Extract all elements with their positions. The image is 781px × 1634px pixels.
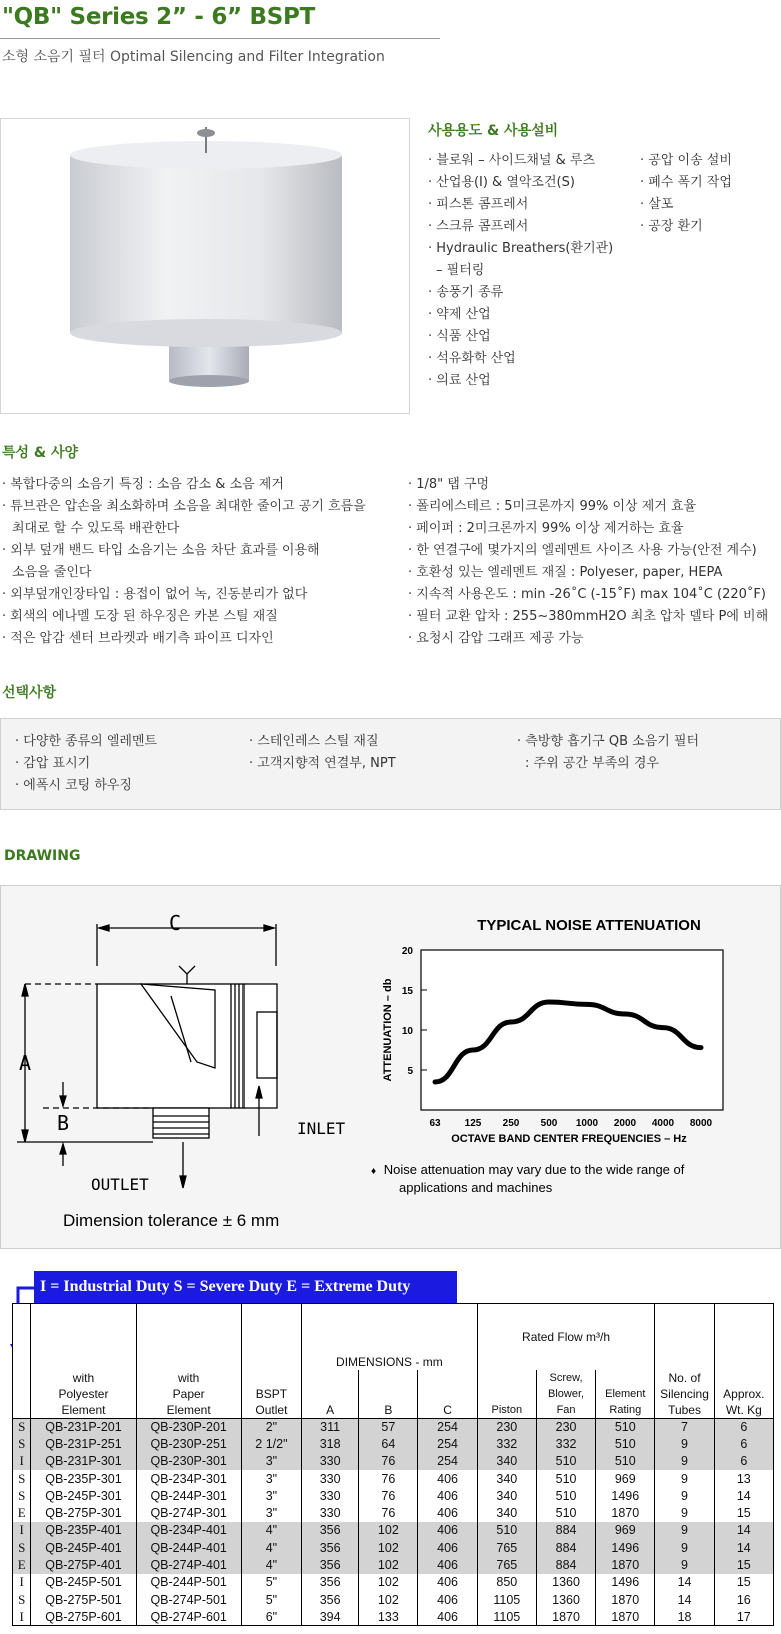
cell-dim-b: 76 (359, 1487, 418, 1504)
cell-bspt-outlet: 4" (241, 1556, 301, 1573)
cell-dim-b: 57 (359, 1418, 418, 1435)
feature-item: · 적은 압감 센터 브라켓과 배기측 파이프 디자인 (2, 631, 274, 646)
cell-polyester-model: QB-275P-501 (31, 1591, 136, 1608)
cell-weight-kg: 6 (714, 1453, 773, 1470)
cell-flow-element-rating: 1496 (596, 1487, 655, 1504)
cell-dim-a: 330 (302, 1470, 359, 1487)
y-tick-label: 10 (401, 1026, 413, 1037)
cell-paper-model: QB-244P-401 (136, 1539, 241, 1556)
table-row (13, 1539, 774, 1556)
table-row (13, 1522, 774, 1539)
usage-item: · 블로워 – 사이드채널 & 루츠 (428, 153, 596, 168)
cell-dim-b: 64 (359, 1435, 418, 1452)
chart-x-axis-label: OCTAVE BAND CENTER FREQUENCIES – Hz (451, 1133, 687, 1145)
feature-item: · 요청시 감압 그래프 제공 가능 (408, 631, 584, 646)
cell-duty-code: E (13, 1556, 31, 1573)
cell-dim-a: 356 (302, 1591, 359, 1608)
cell-polyester-model: QB-245P-401 (31, 1539, 136, 1556)
cell-paper-model: QB-230P-301 (136, 1453, 241, 1470)
cell-bspt-outlet: 3" (241, 1470, 301, 1487)
cell-paper-model: QB-274P-301 (136, 1504, 241, 1521)
cell-dim-c: 406 (418, 1574, 477, 1591)
cell-dim-c: 406 (418, 1522, 477, 1539)
usage-heading: 사용용도 & 사용설비 (428, 123, 559, 139)
cell-dim-c: 406 (418, 1556, 477, 1573)
cell-flow-element-rating: 1870 (596, 1608, 655, 1625)
option-item: · 다양한 종류의 엘레멘트 (15, 734, 158, 749)
cell-dim-a: 330 (302, 1504, 359, 1521)
cell-flow-screw-blower-fan: 884 (536, 1522, 595, 1539)
table-row (13, 1574, 774, 1591)
table-row (13, 1556, 774, 1573)
chart-title: TYPICAL NOISE ATTENUATION (477, 917, 701, 934)
cell-duty-code: S (13, 1487, 31, 1504)
cell-polyester-model: QB-231P-301 (31, 1453, 136, 1470)
usage-item: · Hydraulic Breathers(환기관) (428, 241, 614, 256)
table-row (13, 1504, 774, 1521)
cell-paper-model: QB-230P-251 (136, 1435, 241, 1452)
cell-flow-screw-blower-fan: 884 (536, 1539, 595, 1556)
features-heading: 특성 & 사양 (2, 445, 79, 461)
cell-dim-a: 356 (302, 1522, 359, 1539)
feature-item: 최대로 할 수 있도록 배관한다 (12, 521, 180, 536)
usage-item: · 공압 이송 설비 (640, 153, 732, 168)
feature-item: · 회색의 에나멜 도장 된 하우징은 카본 스틸 재질 (2, 609, 278, 624)
cell-flow-piston: 230 (477, 1418, 536, 1435)
feature-item: · 페이퍼 : 2미크론까지 99% 이상 제거하는 효율 (408, 521, 684, 536)
x-tick-label: 4000 (651, 1118, 675, 1129)
table-row (13, 1470, 774, 1487)
cell-paper-model: QB-230P-201 (136, 1418, 241, 1435)
usage-item: · 피스톤 콤프레서 (428, 197, 529, 212)
cell-dim-b: 76 (359, 1470, 418, 1487)
cell-bspt-outlet: 5" (241, 1574, 301, 1591)
y-tick-label: 15 (401, 986, 413, 997)
cell-dim-a: 330 (302, 1487, 359, 1504)
header-screw-blower-fan: Screw, Blower, Fan (536, 1370, 595, 1419)
note-line-2: applications and machines (399, 1180, 553, 1195)
cell-duty-code: I (13, 1574, 31, 1591)
feature-item: · 외부덮개인장타입 : 용접이 없어 녹, 진동분리가 없다 (2, 587, 308, 602)
title-divider (0, 38, 440, 39)
chart-plot-area (421, 950, 723, 1110)
option-item: : 주위 공간 부족의 경우 (525, 756, 659, 771)
cell-weight-kg: 14 (714, 1539, 773, 1556)
cell-dim-c: 254 (418, 1453, 477, 1470)
option-item: · 측방향 흡기구 QB 소음기 필터 (517, 734, 700, 749)
header-polyester-element: with Polyester Element (31, 1304, 136, 1419)
cell-flow-screw-blower-fan: 1360 (536, 1574, 595, 1591)
cell-dim-b: 133 (359, 1608, 418, 1625)
cell-silencing-tubes: 9 (655, 1504, 714, 1521)
feature-item: · 한 연결구에 몇가지의 엘레멘트 사이즈 사용 가능(안전 계수) (408, 543, 757, 558)
cell-dim-a: 330 (302, 1453, 359, 1470)
cell-flow-piston: 1105 (477, 1591, 536, 1608)
options-column-3 (517, 731, 699, 775)
cell-bspt-outlet: 4" (241, 1539, 301, 1556)
cell-flow-screw-blower-fan: 510 (536, 1470, 595, 1487)
options-box (0, 718, 781, 810)
options-column-1 (15, 731, 157, 797)
cell-dim-c: 406 (418, 1470, 477, 1487)
header-dim-b: B (359, 1370, 418, 1419)
note-line-1: Noise attenuation may vary due to the wide range of (383, 1162, 685, 1177)
spec-table (12, 1303, 774, 1626)
cell-weight-kg: 17 (714, 1608, 773, 1625)
cell-polyester-model: QB-245P-501 (31, 1574, 136, 1591)
cell-weight-kg: 6 (714, 1435, 773, 1452)
cell-flow-piston: 340 (477, 1470, 536, 1487)
cell-flow-piston: 765 (477, 1539, 536, 1556)
cell-flow-screw-blower-fan: 884 (536, 1556, 595, 1573)
cell-silencing-tubes: 14 (655, 1574, 714, 1591)
cell-flow-piston: 340 (477, 1487, 536, 1504)
cell-dim-a: 394 (302, 1608, 359, 1625)
cell-weight-kg: 16 (714, 1591, 773, 1608)
cell-weight-kg: 14 (714, 1522, 773, 1539)
header-dimensions: DIMENSIONS - mm (302, 1304, 478, 1370)
drawing-panel (0, 885, 781, 1249)
product-photo-frame (0, 118, 410, 414)
table-row (13, 1487, 774, 1504)
dimension-a-label: A (19, 1051, 32, 1075)
cell-weight-kg: 13 (714, 1470, 773, 1487)
cell-paper-model: QB-274P-501 (136, 1591, 241, 1608)
cell-flow-piston: 765 (477, 1556, 536, 1573)
cell-dim-c: 254 (418, 1418, 477, 1435)
dimension-b-label: B (57, 1111, 70, 1135)
cell-flow-piston: 340 (477, 1453, 536, 1470)
cell-bspt-outlet: 2" (241, 1418, 301, 1435)
usage-item: · 살포 (640, 197, 674, 212)
cell-dim-b: 102 (359, 1539, 418, 1556)
options-column-2 (249, 731, 396, 775)
page-subtitle: 소형 소음기 필터 Optimal Silencing and Filter Integration (2, 49, 385, 65)
cell-bspt-outlet: 3" (241, 1453, 301, 1470)
header-weight: Approx. Wt. Kg (714, 1304, 773, 1419)
options-heading: 선택사항 (2, 685, 57, 701)
cell-dim-a: 311 (302, 1418, 359, 1435)
usage-item: · 산업용(I) & 열악조건(S) (428, 175, 575, 190)
cell-duty-code: E (13, 1504, 31, 1521)
cell-dim-a: 356 (302, 1574, 359, 1591)
table-row (13, 1591, 774, 1608)
cell-duty-code: S (13, 1435, 31, 1452)
cell-weight-kg: 15 (714, 1504, 773, 1521)
cell-dim-a: 318 (302, 1435, 359, 1452)
cell-flow-screw-blower-fan: 510 (536, 1504, 595, 1521)
cell-flow-piston: 510 (477, 1522, 536, 1539)
duty-legend-banner: I = Industrial Duty S = Severe Duty E = Extreme Duty (34, 1271, 457, 1303)
cell-dim-a: 356 (302, 1556, 359, 1573)
cell-flow-screw-blower-fan: 1360 (536, 1591, 595, 1608)
cell-paper-model: QB-274P-601 (136, 1608, 241, 1625)
x-tick-label: 63 (429, 1118, 441, 1129)
cell-flow-element-rating: 1496 (596, 1539, 655, 1556)
page-title: "QB" Series 2” - 6” BSPT (2, 4, 315, 30)
header-piston: Piston (477, 1370, 536, 1419)
table-row (13, 1453, 774, 1470)
cell-dim-c: 406 (418, 1539, 477, 1556)
cell-dim-c: 406 (418, 1504, 477, 1521)
cell-flow-element-rating: 969 (596, 1522, 655, 1539)
cell-weight-kg: 15 (714, 1574, 773, 1591)
cell-dim-b: 76 (359, 1504, 418, 1521)
outlet-label: OUTLET (91, 1175, 149, 1194)
cell-silencing-tubes: 9 (655, 1539, 714, 1556)
x-tick-label: 500 (540, 1118, 558, 1129)
cell-weight-kg: 14 (714, 1487, 773, 1504)
usage-item: · 폐수 폭기 작업 (640, 175, 732, 190)
cell-duty-code: S (13, 1470, 31, 1487)
table-row (13, 1608, 774, 1625)
header-dim-a: A (302, 1370, 359, 1419)
cell-silencing-tubes: 9 (655, 1487, 714, 1504)
cell-flow-screw-blower-fan: 510 (536, 1453, 595, 1470)
cell-polyester-model: QB-235P-301 (31, 1470, 136, 1487)
header-dim-c: C (418, 1370, 477, 1419)
cell-dim-b: 102 (359, 1591, 418, 1608)
cell-polyester-model: QB-231P-201 (31, 1418, 136, 1435)
cell-flow-piston: 850 (477, 1574, 536, 1591)
header-paper-element: with Paper Element (136, 1304, 241, 1419)
table-row (13, 1435, 774, 1452)
cell-flow-screw-blower-fan: 332 (536, 1435, 595, 1452)
cell-dim-b: 102 (359, 1556, 418, 1573)
chart-note (371, 1162, 684, 1196)
cell-silencing-tubes: 14 (655, 1591, 714, 1608)
cell-flow-element-rating: 1870 (596, 1591, 655, 1608)
cell-duty-code: I (13, 1608, 31, 1625)
cell-dim-c: 406 (418, 1608, 477, 1625)
cell-bspt-outlet: 3" (241, 1504, 301, 1521)
cell-silencing-tubes: 9 (655, 1435, 714, 1452)
cell-flow-screw-blower-fan: 230 (536, 1418, 595, 1435)
cell-flow-element-rating: 510 (596, 1435, 655, 1452)
cell-bspt-outlet: 5" (241, 1591, 301, 1608)
cell-flow-element-rating: 510 (596, 1418, 655, 1435)
cell-paper-model: QB-274P-401 (136, 1556, 241, 1573)
cell-silencing-tubes: 9 (655, 1470, 714, 1487)
cell-polyester-model: QB-275P-301 (31, 1504, 136, 1521)
usage-item: – 필터링 (436, 263, 485, 278)
cell-bspt-outlet: 6" (241, 1608, 301, 1625)
table-header-row (13, 1304, 774, 1370)
usage-item: · 약제 산업 (428, 307, 491, 322)
dimension-drawing (1, 886, 361, 1248)
usage-item: · 스크류 콤프레서 (428, 219, 529, 234)
cell-polyester-model: QB-231P-251 (31, 1435, 136, 1452)
noise-attenuation-chart (371, 896, 771, 1196)
cell-polyester-model: QB-245P-301 (31, 1487, 136, 1504)
cell-polyester-model: QB-275P-601 (31, 1608, 136, 1625)
cell-dim-c: 406 (418, 1591, 477, 1608)
cell-duty-code: I (13, 1522, 31, 1539)
x-tick-label: 250 (502, 1118, 520, 1129)
cell-bspt-outlet: 3" (241, 1487, 301, 1504)
cell-dim-c: 406 (418, 1487, 477, 1504)
x-tick-label: 8000 (689, 1118, 713, 1129)
cell-dim-a: 356 (302, 1539, 359, 1556)
cell-paper-model: QB-244P-501 (136, 1574, 241, 1591)
usage-list-right (640, 150, 732, 238)
feature-item: · 복합다중의 소음기 특징 : 소음 감소 & 소음 제거 (2, 477, 284, 492)
product-photo (1, 119, 409, 413)
usage-item: · 석유화학 산업 (428, 351, 516, 366)
usage-item: · 송풍기 종류 (428, 285, 504, 300)
usage-list-left (428, 150, 613, 392)
drawing-heading: DRAWING (4, 848, 81, 864)
cell-duty-code: S (13, 1539, 31, 1556)
cell-duty-code: I (13, 1453, 31, 1470)
cell-polyester-model: QB-235P-401 (31, 1522, 136, 1539)
option-item: · 고객지향적 연결부, NPT (249, 756, 396, 771)
cell-paper-model: QB-244P-301 (136, 1487, 241, 1504)
cell-silencing-tubes: 9 (655, 1522, 714, 1539)
cell-silencing-tubes: 9 (655, 1556, 714, 1573)
cell-flow-element-rating: 969 (596, 1470, 655, 1487)
option-item: · 감압 표시기 (15, 756, 91, 771)
cell-paper-model: QB-234P-301 (136, 1470, 241, 1487)
dimension-c-label: C (168, 911, 182, 935)
cell-silencing-tubes: 9 (655, 1453, 714, 1470)
cell-duty-code: S (13, 1591, 31, 1608)
table-row (13, 1418, 774, 1435)
header-rated-flow: Rated Flow m³/h (477, 1304, 655, 1370)
cell-flow-piston: 332 (477, 1435, 536, 1452)
option-item: · 에폭시 코팅 하우징 (15, 778, 132, 793)
cell-flow-element-rating: 1870 (596, 1504, 655, 1521)
cell-flow-element-rating: 510 (596, 1453, 655, 1470)
cell-polyester-model: QB-275P-401 (31, 1556, 136, 1573)
cell-flow-element-rating: 1870 (596, 1556, 655, 1573)
usage-item: · 식품 산업 (428, 329, 491, 344)
cell-dim-c: 254 (418, 1435, 477, 1452)
cell-dim-b: 76 (359, 1453, 418, 1470)
header-element-rating: Element Rating (596, 1370, 655, 1419)
cell-silencing-tubes: 18 (655, 1608, 714, 1625)
usage-item: · 의료 산업 (428, 373, 491, 388)
header-bspt-outlet: BSPT Outlet (241, 1304, 301, 1419)
option-item: · 스테인레스 스틸 재질 (249, 734, 379, 749)
cell-weight-kg: 6 (714, 1418, 773, 1435)
y-tick-label: 20 (401, 946, 413, 957)
cell-flow-piston: 340 (477, 1504, 536, 1521)
feature-item: · 호환성 있는 엘레멘트 재질 : Polyeser, paper, HEPA (408, 565, 723, 580)
cell-silencing-tubes: 7 (655, 1418, 714, 1435)
feature-item: · 지속적 사용온도 : min -26˚C (-15˚F) max 104˚C (220˚F) (408, 587, 766, 602)
cell-flow-screw-blower-fan: 1870 (536, 1608, 595, 1625)
spec-table-body (13, 1418, 774, 1626)
dimension-tolerance: Dimension tolerance ± 6 mm (63, 1211, 280, 1230)
cell-bspt-outlet: 2 1/2" (241, 1435, 301, 1452)
note-bullet: ♦ (371, 1166, 377, 1177)
cell-dim-b: 102 (359, 1522, 418, 1539)
cell-flow-piston: 1105 (477, 1608, 536, 1625)
x-tick-label: 125 (464, 1118, 482, 1129)
feature-item: · 외부 덮개 밴드 타입 소음기는 소음 차단 효과를 이용해 (2, 543, 320, 558)
cell-duty-code: S (13, 1418, 31, 1435)
cell-paper-model: QB-234P-401 (136, 1522, 241, 1539)
cell-weight-kg: 15 (714, 1556, 773, 1573)
feature-item: · 폴리에스테르 : 5미크론까지 99% 이상 제거 효율 (408, 499, 697, 514)
header-silencing-tubes: No. of Silencing Tubes (655, 1304, 714, 1419)
feature-item: 소음을 줄인다 (12, 565, 92, 580)
chart-y-axis-label: ATTENUATION – db (382, 978, 394, 1082)
feature-item: · 튜브관은 압손을 최소화하며 소음을 최대한 줄이고 공기 흐름을 (2, 499, 366, 514)
feature-item: · 필터 교환 압차 : 255~380mmH2O 최초 압차 델타 P에 비해 (408, 609, 769, 624)
inlet-label: INLET (297, 1119, 346, 1138)
cell-dim-b: 102 (359, 1574, 418, 1591)
usage-item: · 공장 환기 (640, 219, 703, 234)
features-list-left (2, 474, 366, 650)
cell-flow-screw-blower-fan: 510 (536, 1487, 595, 1504)
x-tick-label: 1000 (575, 1118, 599, 1129)
cell-bspt-outlet: 4" (241, 1522, 301, 1539)
cell-flow-element-rating: 1496 (596, 1574, 655, 1591)
x-tick-label: 2000 (613, 1118, 637, 1129)
features-list-right (408, 474, 768, 650)
y-tick-label: 5 (407, 1066, 413, 1077)
feature-item: · 1/8" 탭 구멍 (408, 477, 490, 492)
